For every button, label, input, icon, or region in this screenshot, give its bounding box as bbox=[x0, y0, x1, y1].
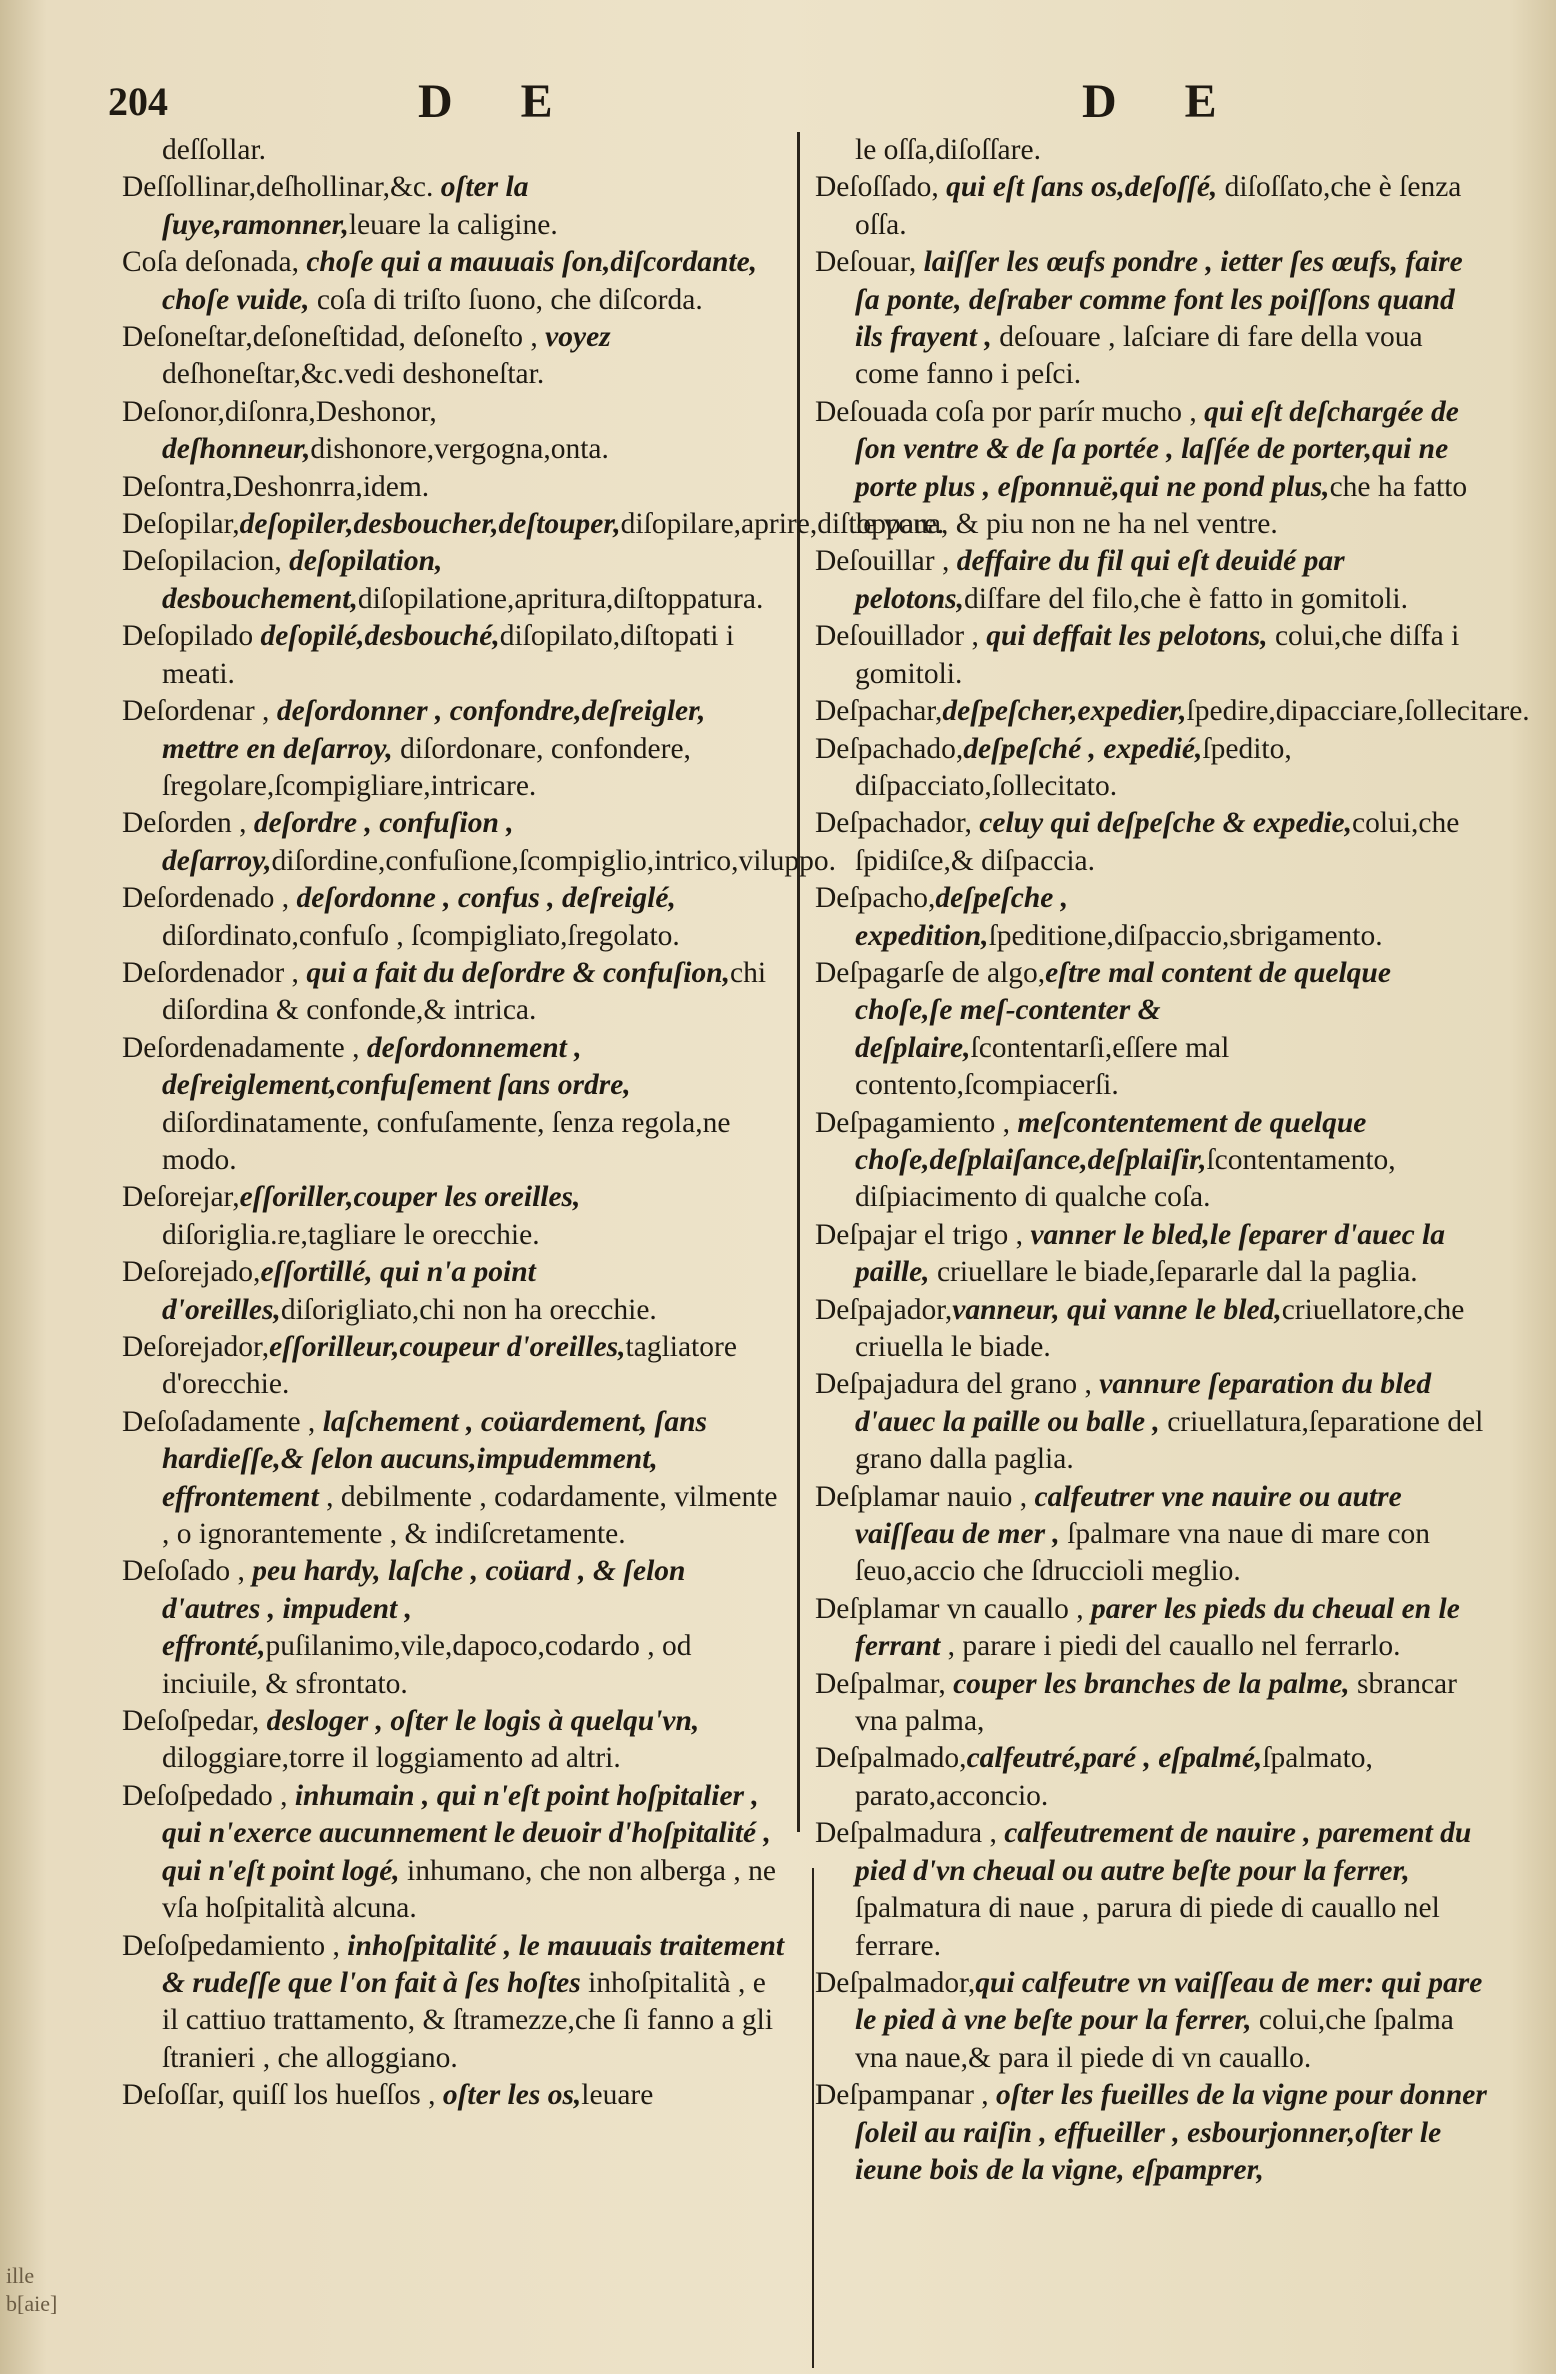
italian-gloss: deſouare , laſciare di fare della voua come fanno i peſci. bbox=[855, 321, 1423, 391]
headword: Deſpagarſe de algo, bbox=[815, 956, 1046, 989]
italian-gloss: le oſſa,diſoſſare. bbox=[855, 134, 1041, 166]
margin-note: ille b[aie] bbox=[6, 2263, 58, 2316]
french-gloss: choſe qui a mauuais ſon,diſcordante, choſe vuide, bbox=[162, 246, 758, 316]
dictionary-entry bbox=[122, 1553, 787, 1703]
french-gloss: oſter les os, bbox=[442, 2079, 582, 2112]
dictionary-entry bbox=[815, 1740, 1490, 1815]
headword: Deſordenadamente , bbox=[122, 1031, 367, 1064]
left-running-head: D E bbox=[418, 75, 581, 128]
headword: Coſa deſonada, bbox=[122, 246, 307, 279]
headword: Deſoſadamente , bbox=[122, 1405, 323, 1438]
italian-gloss: , parare i piedi del cauallo nel ferrarlo. bbox=[940, 1630, 1401, 1663]
headword: Deſpalmar, bbox=[815, 1667, 954, 1700]
headword: Deſoſſar, quiſſ los hueſſos , bbox=[122, 2079, 443, 2112]
dictionary-entry bbox=[122, 1928, 787, 2078]
headword: Deſpajadura del grano , bbox=[815, 1368, 1100, 1401]
italian-gloss: sbrancar vna palma, bbox=[855, 1667, 1457, 1738]
italian-gloss: criuellare le biade,ſepararle dal la paglia. bbox=[929, 1256, 1418, 1289]
french-gloss: deſpeſche , expedition, bbox=[855, 882, 1069, 952]
dictionary-entry bbox=[815, 394, 1490, 544]
headword: Deſpalmado, bbox=[815, 1742, 967, 1775]
dictionary-entry bbox=[815, 132, 1490, 169]
dictionary-entry bbox=[815, 880, 1490, 955]
dictionary-entry bbox=[815, 1591, 1490, 1666]
italian-gloss: diſordine,confuſione,ſcompiglio,intrico,viluppo. bbox=[271, 844, 837, 877]
french-gloss: eſſoriller,couper les oreilles, bbox=[239, 1181, 581, 1214]
headword: Deſpachar, bbox=[815, 695, 943, 728]
headword: Deſonor,diſonra,Deshonor, bbox=[122, 395, 437, 428]
headword: Deſopilar, bbox=[122, 508, 240, 541]
french-gloss: deffaire du fil qui eſt deuidé par pelotons, bbox=[855, 545, 1345, 615]
headword: Deſoſpedado , bbox=[122, 1779, 295, 1812]
french-gloss: laiſſer les œufs pondre , ietter ſes œufs, faire ſa ponte, deſraber comme font les poiſſons quand ils frayent , bbox=[855, 246, 1463, 354]
headword: Deſpalmadura , bbox=[815, 1817, 1005, 1850]
italian-gloss: chi diſordina & confonde,& intrica. bbox=[162, 956, 767, 1027]
italian-gloss: ſcontentarſi,eſſere mal contento,ſcompiacerſi. bbox=[855, 1031, 1230, 1102]
headword: Deſoſpedamiento , bbox=[122, 1929, 348, 1962]
dictionary-entry bbox=[815, 1815, 1490, 1965]
headword: Deſpampanar , bbox=[815, 2079, 997, 2112]
italian-gloss: diloggiare,torre il loggiamento ad altri. bbox=[162, 1742, 621, 1775]
french-gloss: deſordonnement , deſreiglement,confuſement ſans ordre, bbox=[162, 1031, 631, 1102]
dictionary-entry bbox=[815, 543, 1490, 618]
french-gloss: deſordonner , confondre,deſreigler, mettre en deſarroy, bbox=[162, 695, 706, 765]
italian-gloss: che ha fatto le voua, & piu non ne ha nel ventre. bbox=[855, 470, 1468, 541]
french-gloss: vannure ſeparation du bled d'auec la paille ou balle , bbox=[855, 1368, 1432, 1438]
dictionary-entry bbox=[122, 506, 945, 543]
headword: Deſorejar, bbox=[122, 1181, 240, 1214]
italian-gloss: ſpalmatura di naue , parura di piede di cauallo nel ferrare. bbox=[855, 1892, 1440, 1962]
headword: Deſſollinar,deſhollinar,&c. bbox=[122, 171, 441, 204]
french-gloss: eſſorilleur,coupeur d'oreilles, bbox=[269, 1331, 626, 1363]
italian-gloss: criuellatore,che criuella le biade. bbox=[855, 1293, 1465, 1363]
french-gloss: deſpeſcher,expedier, bbox=[942, 695, 1187, 728]
french-gloss: deſordonne , confus , deſreiglé, bbox=[296, 882, 676, 915]
french-gloss: couper les branches de la palme, bbox=[953, 1667, 1350, 1700]
headword: Deſordenador , bbox=[122, 956, 307, 989]
french-gloss: calfeutré,paré , eſpalmé, bbox=[966, 1742, 1263, 1775]
dictionary-entry bbox=[122, 543, 787, 618]
italian-gloss: diſopilato,diſtopati i meati. bbox=[162, 620, 735, 690]
italian-gloss: deſſollar. bbox=[162, 134, 267, 166]
column-divider-lower bbox=[812, 1868, 814, 2368]
headword: Deſpagamiento , bbox=[815, 1106, 1018, 1139]
italian-gloss: tagliatore d'orecchie. bbox=[162, 1331, 737, 1401]
dictionary-entry bbox=[122, 1778, 787, 1928]
french-gloss: voyez bbox=[545, 321, 611, 354]
headword: Deſorejado, bbox=[122, 1256, 261, 1289]
french-gloss: desloger , oſter le logis à quelqu'vn, bbox=[266, 1705, 700, 1738]
dictionary-entry bbox=[122, 1179, 787, 1254]
french-gloss: celuy qui deſpeſche & expedie, bbox=[979, 807, 1352, 840]
french-gloss: meſcontentement de quelque choſe,deſplaiſance,deſplaiſir, bbox=[855, 1106, 1367, 1176]
italian-gloss: diſoriglia.re,tagliare le orecchie. bbox=[162, 1218, 540, 1251]
french-gloss: qui calfeutre vn vaiſſeau de mer: qui pare le pied à vne beſte pour la ferrer, bbox=[855, 1966, 1483, 2037]
dictionary-entry bbox=[815, 1965, 1490, 2077]
dictionary-entry bbox=[815, 805, 1490, 880]
dictionary-entry bbox=[122, 469, 787, 506]
italian-gloss: ſpalmare vna naue di mare con ſeuo,accio che ſdruccioli meglio. bbox=[855, 1518, 1431, 1588]
headword: Deſpajador, bbox=[815, 1293, 953, 1326]
dictionary-entry bbox=[815, 955, 1490, 1105]
italian-gloss: diſopilatione,apritura,diſtoppatura. bbox=[357, 582, 764, 615]
headword: Deſplamar vn cauallo , bbox=[815, 1592, 1092, 1625]
italian-gloss: diſorigliato,chi non ha orecchie. bbox=[280, 1293, 657, 1326]
headword: Deſoſpedar, bbox=[122, 1705, 267, 1738]
headword: Deſouada coſa por parír mucho , bbox=[815, 395, 1205, 428]
french-gloss: calfeutrer vne nauire ou autre vaiſſeau de mer , bbox=[855, 1480, 1402, 1551]
french-gloss: inhoſpitalité , le mauuais traitement & rudeſſe que l'on fait à ſes hoſtes bbox=[162, 1929, 785, 1999]
dictionary-entry bbox=[122, 1703, 787, 1778]
french-gloss: deſordre , confuſion , deſarroy, bbox=[162, 807, 514, 877]
dictionary-entry bbox=[122, 394, 787, 469]
italian-gloss: ſcontentamento, diſpiacimento di qualche coſa. bbox=[855, 1143, 1396, 1214]
headword: Deſorden , bbox=[122, 807, 254, 840]
italian-gloss: ſpedire,dipacciare,ſollecitare. bbox=[1186, 695, 1530, 728]
dictionary-entry bbox=[122, 805, 837, 880]
french-gloss: deſopilé,desbouché, bbox=[260, 620, 500, 653]
italian-gloss: puſilanimo,vile,dapoco,codardo , od inciuile, & sfrontato. bbox=[162, 1630, 692, 1700]
headword: Deſopilacion, bbox=[122, 545, 290, 578]
french-gloss: deſopiler,desboucher,deſtouper, bbox=[239, 508, 621, 541]
french-gloss: calfeutrement de nauire , parement du pied d'vn cheual ou autre beſte pour la ferrer, bbox=[855, 1817, 1472, 1887]
french-gloss: eſtre mal content de quelque choſe,ſe meſ-contenter & deſplaire, bbox=[855, 956, 1391, 1064]
italian-gloss: ſpedito, diſpacciato,ſollecitato. bbox=[855, 732, 1292, 802]
italian-gloss: diſordonare, confondere, ſregolare,ſcompigliare,intricare. bbox=[162, 732, 691, 802]
headword: Deſordenar , bbox=[122, 695, 277, 728]
italian-gloss: colui,che ſpalma vna naue,& para il piede di vn cauallo. bbox=[855, 2004, 1454, 2074]
dictionary-entry bbox=[815, 618, 1490, 693]
italian-gloss: diſoſſato,che è ſenza oſſa. bbox=[855, 171, 1462, 241]
french-gloss: deſpeſché , expedié, bbox=[963, 732, 1203, 765]
french-gloss: oſter les fueilles de la vigne pour donner ſoleil au raiſin , effueiller , esbourjonner,oſter le ieune bois de la vigne, eſpamprer, bbox=[855, 2079, 1487, 2186]
french-gloss: deſopilation, desbouchement, bbox=[162, 545, 443, 615]
french-gloss: peu hardy, laſche , coüard , & ſelon d'autres , impudent , effronté, bbox=[162, 1555, 686, 1663]
dictionary-entry bbox=[122, 132, 787, 169]
dictionary-entry bbox=[815, 693, 1530, 730]
italian-gloss: ſpeditione,diſpaccio,sbrigamento. bbox=[988, 919, 1383, 952]
headword: Deſpajar el trigo , bbox=[815, 1218, 1031, 1251]
italian-gloss: , debilmente , codardamente, vilmente , o ignorantemente , & indiſcretamente. bbox=[162, 1480, 778, 1551]
italian-gloss: inhoſpitalità , e il cattiuo trattamento, & ſtramezze,che ſi fanno a gli ſtranieri , che alloggiano. bbox=[162, 1966, 774, 2074]
headword: Deſpachador, bbox=[815, 807, 980, 840]
headword: Deſoſſado, bbox=[815, 171, 947, 204]
french-gloss: vanneur, qui vanne le bled, bbox=[952, 1293, 1282, 1326]
italian-gloss: leuare bbox=[581, 2079, 654, 2112]
french-gloss: qui eſt deſchargée de ſon ventre & de ſa portée , laſſée de porter,qui ne porte plus , eſponnuë,qui ne pond plus, bbox=[855, 395, 1459, 503]
dictionary-entry bbox=[815, 1217, 1490, 1292]
italian-gloss: colui,che ſpidiſce,& diſpaccia. bbox=[855, 807, 1460, 877]
headword: Deſontra,Deshonrra,idem. bbox=[122, 470, 430, 503]
french-gloss: laſchement , coüardement, ſans hardieſſe,& ſelon aucuns,impudemment, effrontement bbox=[162, 1405, 707, 1513]
french-gloss: deſhonneur, bbox=[162, 433, 311, 466]
headword: Deſordenado , bbox=[122, 882, 297, 915]
dictionary-entry bbox=[122, 1404, 787, 1554]
headword: Deſplamar nauio , bbox=[815, 1480, 1035, 1513]
italian-gloss: diſordinatamente, confuſamente, ſenza regola,ne modo. bbox=[162, 1106, 731, 1176]
dictionary-entry bbox=[815, 244, 1490, 394]
french-gloss: eſſortillé, qui n'a point d'oreilles, bbox=[162, 1256, 536, 1326]
headword: Deſoſado , bbox=[122, 1555, 253, 1588]
dictionary-entry bbox=[122, 1030, 787, 1180]
page-number: 204 bbox=[108, 79, 168, 124]
italian-gloss: ſpalmato, parato,acconcio. bbox=[855, 1742, 1373, 1812]
headword: Deſouillar , bbox=[815, 545, 957, 578]
dictionary-entry bbox=[815, 1105, 1490, 1217]
dictionary-entry bbox=[815, 2077, 1490, 2189]
italian-gloss: diſfare del filo,che è fatto in gomitoli. bbox=[964, 582, 1408, 615]
dictionary-entry bbox=[122, 955, 787, 1030]
right-running-head: D E bbox=[1082, 75, 1245, 128]
italian-gloss: criuellatura,ſeparatione del grano dalla paglia. bbox=[855, 1405, 1484, 1476]
dictionary-entry bbox=[815, 1366, 1490, 1478]
dictionary-entry bbox=[122, 618, 787, 693]
dictionary-entry bbox=[815, 1666, 1490, 1741]
dictionary-entry bbox=[815, 731, 1490, 806]
italian-gloss: colui,che diſfa i gomitoli. bbox=[855, 620, 1460, 690]
french-gloss: oſter la ſuye,ramonner, bbox=[162, 171, 529, 241]
italian-gloss: inhumano, che non alberga , ne vſa hoſpitalità alcuna. bbox=[162, 1854, 776, 1925]
italian-gloss: dishonore,vergogna,onta. bbox=[310, 433, 609, 466]
headword: Deſouar, bbox=[815, 246, 924, 279]
italian-gloss: coſa di triſto ſuono, che diſcorda. bbox=[309, 283, 703, 316]
french-gloss: qui a fait du deſordre & confuſion, bbox=[306, 956, 730, 989]
dictionary-entry bbox=[815, 169, 1490, 244]
dictionary-entry bbox=[122, 880, 787, 955]
dictionary-entry bbox=[122, 1329, 787, 1404]
dictionary-entry bbox=[122, 169, 787, 244]
headword: Deſpachado, bbox=[815, 732, 964, 765]
french-gloss: inhumain , qui n'eſt point hoſpitalier , qui n'exerce aucunnement le deuoir d'hoſpitalité , qui n'eſt point logé, bbox=[162, 1779, 771, 1887]
dictionary-entry bbox=[122, 1254, 787, 1329]
headword: Deſopilado bbox=[122, 620, 261, 653]
headword: Deſorejador, bbox=[122, 1331, 270, 1363]
column-divider bbox=[797, 132, 800, 1832]
french-gloss: vanner le bled,le ſeparer d'auec la paille, bbox=[855, 1218, 1445, 1289]
italian-gloss: diſopilare,aprire,diſtoppare. bbox=[620, 508, 945, 541]
italian-gloss: leuare la caligine. bbox=[348, 208, 558, 241]
dictionary-entry bbox=[122, 244, 787, 319]
dictionary-entry bbox=[122, 2077, 787, 2114]
french-gloss: qui deffait les pelotons, bbox=[986, 620, 1268, 653]
french-gloss: parer les pieds du cheual en le ferrant bbox=[855, 1592, 1460, 1663]
italian-gloss: diſordinato,confuſo , ſcompigliato,ſregolato. bbox=[162, 919, 680, 952]
headword: Deſpacho, bbox=[815, 882, 936, 915]
headword: Deſpalmador, bbox=[815, 1966, 976, 1999]
dictionary-entry bbox=[815, 1292, 1490, 1367]
right-column bbox=[815, 132, 1530, 2189]
headword: Deſouillador , bbox=[815, 620, 987, 653]
dictionary-entry bbox=[122, 693, 787, 805]
dictionary-entry bbox=[122, 319, 787, 394]
italian-gloss: deſhoneſtar,&c.vedi deshoneſtar. bbox=[162, 358, 545, 391]
french-gloss: qui eſt ſans os,deſoſſé, bbox=[946, 171, 1218, 204]
headword: Deſoneſtar,deſoneſtidad, deſoneſto , bbox=[122, 321, 546, 354]
dictionary-entry bbox=[815, 1479, 1490, 1591]
